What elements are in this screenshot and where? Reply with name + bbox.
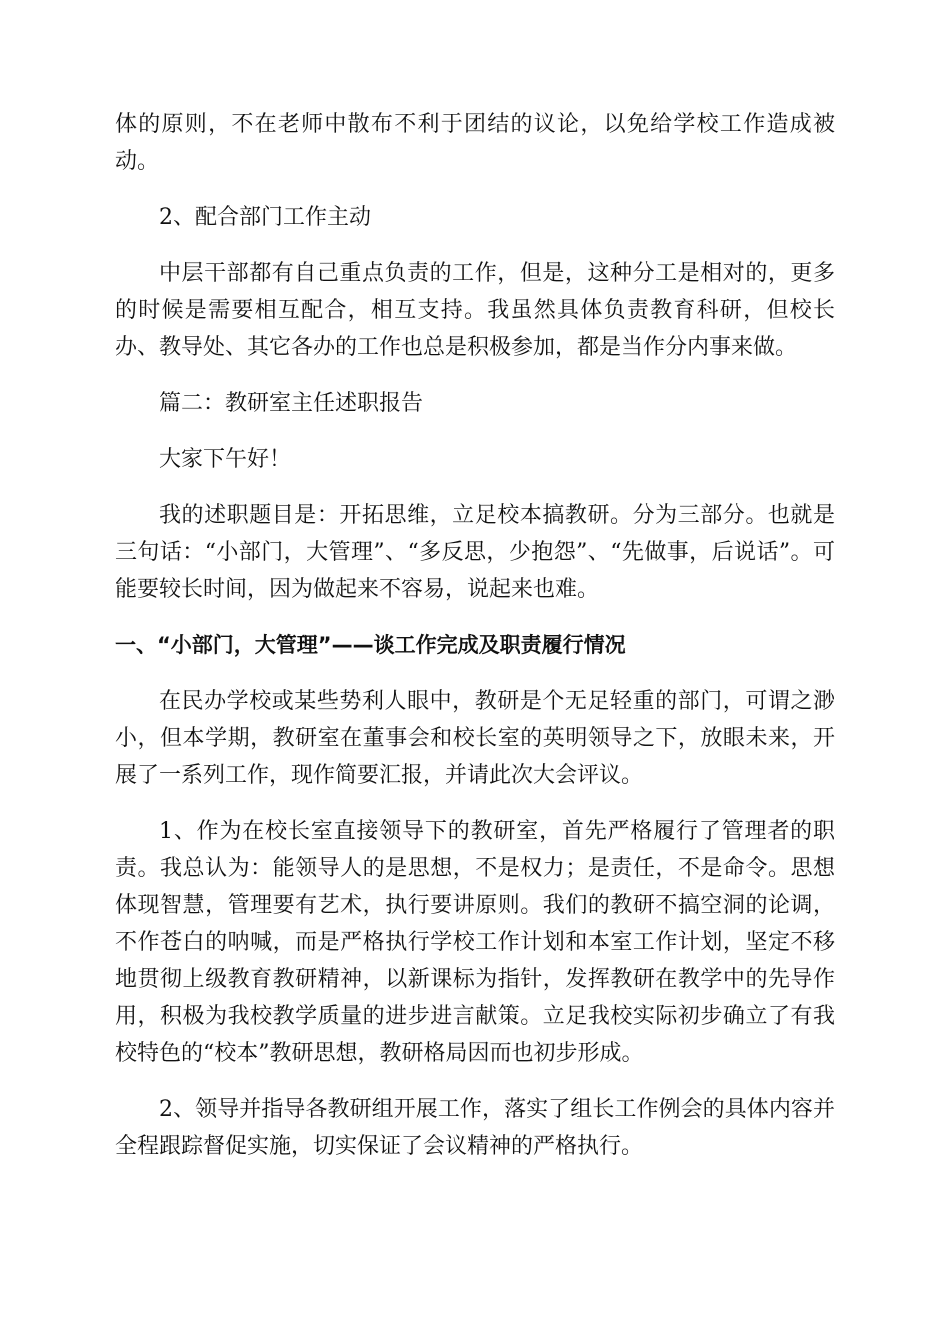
paragraph-cooperation-body: 中层干部都有自己重点负责的工作，但是，这种分工是相对的，更多的时候是需要相互配合，相互支持。我虽然具体负责教育科研，但校长办、教导处、其它各办的工作也总是积极参加，都是当作分内事来做。 xyxy=(115,261,835,360)
paragraph-subheading-cooperation: 2、配合部门工作主动 xyxy=(159,205,371,230)
paragraph-greeting: 大家下午好！ xyxy=(159,447,292,472)
paragraph-continuation: 体的原则，不在老师中散布不利于团结的议论，以免给学校工作造成被动。 xyxy=(115,112,835,174)
paragraph-section-title: 篇二：教研室主任述职报告 xyxy=(159,391,424,416)
paragraph-item-1: 1、作为在校长室直接领导下的教研室，首先严格履行了管理者的职责。我总认为：能领导人的是思想，不是权力；是责任，不是命令。思想体现智慧，管理要有艺术，执行要讲原则。我们的教研不搞空洞的论调，不作苍白的呐喊，而是严格执行学校工作计划和本室工作计划，坚定不移地贯彻上级教育教研精神，以新课标为指针，发挥教研在教学中的先导作用，积极为我校教学质量的进步进言献策。立足我校实际初步确立了有我校特色的“校本”教研思想，教研格局因而也初步形成。 xyxy=(115,819,835,1066)
paragraph-item-2: 2、领导并指导各教研组开展工作，落实了组长工作例会的具体内容并全程跟踪督促实施，切实保证了会议精神的严格执行。 xyxy=(115,1097,835,1159)
paragraph-section-1-intro: 在民办学校或某些势利人眼中，教研是个无足轻重的部门，可谓之渺小，但本学期，教研室在董事会和校长室的英明领导之下，放眼未来，开展了一系列工作，现作简要汇报，并请此次大会评议。 xyxy=(115,689,835,788)
paragraph-intro: 我的述职题目是：开拓思维，立足校本搞教研。分为三部分。也就是三句话：“小部门，大管理”、“多反思，少抱怨”、“先做事，后说话”。可能要较长时间，因为做起来不容易，说起来也难。 xyxy=(115,503,835,602)
document-page xyxy=(115,106,835,1184)
section-heading-1: 一、“小部门，大管理”——谈工作完成及职责履行情况 xyxy=(115,633,626,657)
